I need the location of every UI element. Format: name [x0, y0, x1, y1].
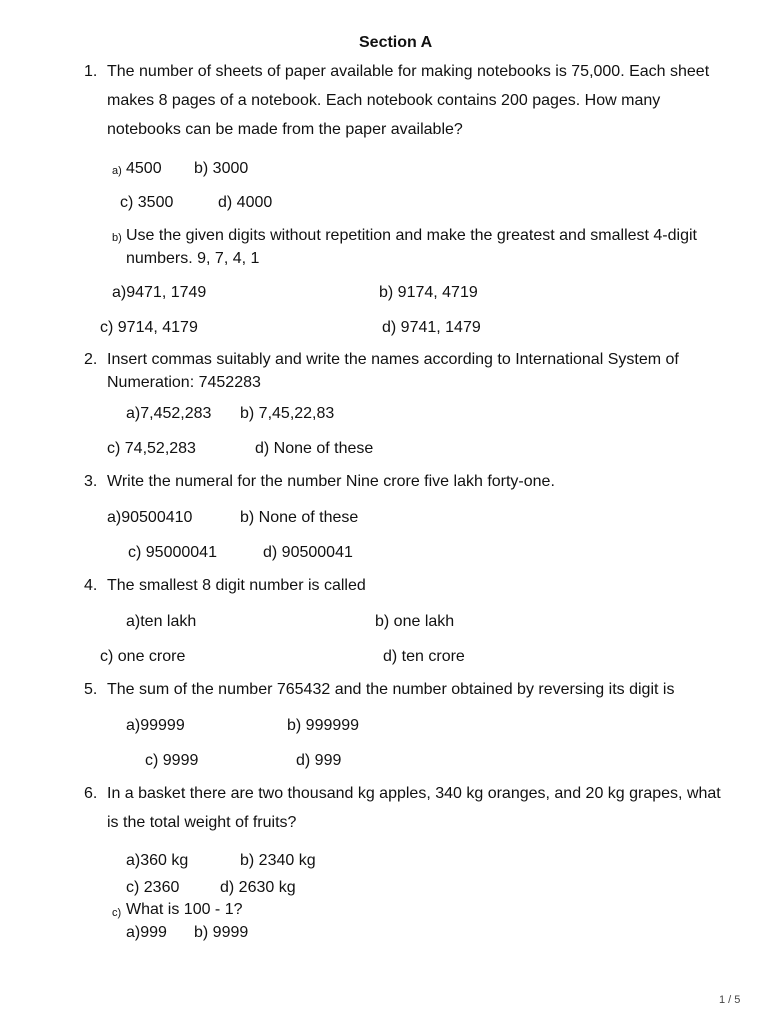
question-2-number: 2.	[84, 351, 98, 368]
question-6c-option-a: a)999	[126, 924, 167, 941]
question-1-text-line-1: The number of sheets of paper available for making notebooks is 75,000. Each sheet	[107, 63, 710, 80]
question-1b-text-line-1: Use the given digits without repetition and make the greatest and smallest 4-digit	[126, 227, 697, 244]
question-1b-option-d: d) 9741, 1479	[382, 319, 481, 336]
question-1-option-c: c) 3500	[120, 194, 174, 211]
question-6c-text: What is 100 - 1?	[126, 901, 243, 918]
question-1-option-a: 4500	[126, 160, 162, 177]
question-1-text-line-3: notebooks can be made from the paper available?	[107, 121, 463, 138]
question-2-option-d: d) None of these	[255, 440, 374, 457]
page-number: 1 / 5	[719, 994, 741, 1006]
section-title: Section A	[359, 34, 433, 51]
question-4-option-b: b) one lakh	[375, 613, 455, 630]
question-2-text-line-1: Insert commas suitably and write the names according to International System of	[107, 351, 679, 368]
question-3-option-c: c) 95000041	[128, 544, 217, 561]
question-1b-text-line-2: numbers. 9, 7, 4, 1	[126, 250, 260, 267]
question-1b-option-a: a)9471, 1749	[112, 284, 207, 301]
question-5-option-a: a)99999	[126, 717, 185, 734]
question-5-option-b: b) 999999	[287, 717, 360, 734]
question-1b-marker: b)	[112, 232, 122, 244]
question-4-option-c: c) one crore	[100, 648, 186, 665]
question-6c-marker: c)	[112, 907, 122, 919]
question-1-number: 1.	[84, 63, 98, 80]
question-3-option-d: d) 90500041	[263, 544, 353, 561]
question-5-option-d: d) 999	[296, 752, 342, 769]
question-5-option-c: c) 9999	[145, 752, 199, 769]
question-6-option-d: d) 2630 kg	[220, 879, 296, 896]
question-1-text-line-2: makes 8 pages of a notebook. Each notebook contains 200 pages. How many	[107, 92, 661, 109]
question-4-option-a: a)ten lakh	[126, 613, 197, 630]
question-2-text-line-2: Numeration: 7452283	[107, 374, 261, 391]
question-6-option-a: a)360 kg	[126, 852, 189, 869]
question-6c-option-b: b) 9999	[194, 924, 249, 941]
question-4-text: The smallest 8 digit number is called	[107, 577, 366, 594]
question-3-option-b: b) None of these	[240, 509, 359, 526]
question-1-marker-a: a)	[112, 165, 122, 177]
question-4-option-d: d) ten crore	[383, 648, 465, 665]
question-5-number: 5.	[84, 681, 98, 698]
question-6-option-c: c) 2360	[126, 879, 180, 896]
question-5-text: The sum of the number 765432 and the number obtained by reversing its digit is	[107, 681, 675, 698]
question-1-option-b: b) 3000	[194, 160, 249, 177]
question-2-option-c: c) 74,52,283	[107, 440, 196, 457]
question-4-number: 4.	[84, 577, 98, 594]
question-3-number: 3.	[84, 473, 98, 490]
question-1-option-d: d) 4000	[218, 194, 273, 211]
question-6-text-line-2: is the total weight of fruits?	[107, 814, 297, 831]
question-6-text-line-1: In a basket there are two thousand kg apples, 340 kg oranges, and 20 kg grapes, what	[107, 785, 721, 802]
question-1b-option-c: c) 9714, 4179	[100, 319, 198, 336]
question-3-text: Write the numeral for the number Nine crore five lakh forty-one.	[107, 473, 555, 490]
question-1b-option-b: b) 9174, 4719	[379, 284, 478, 301]
question-2-option-b: b) 7,45,22,83	[240, 405, 335, 422]
question-6-number: 6.	[84, 785, 98, 802]
question-3-option-a: a)90500410	[107, 509, 193, 526]
question-2-option-a: a)7,452,283	[126, 405, 212, 422]
question-6-option-b: b) 2340 kg	[240, 852, 316, 869]
